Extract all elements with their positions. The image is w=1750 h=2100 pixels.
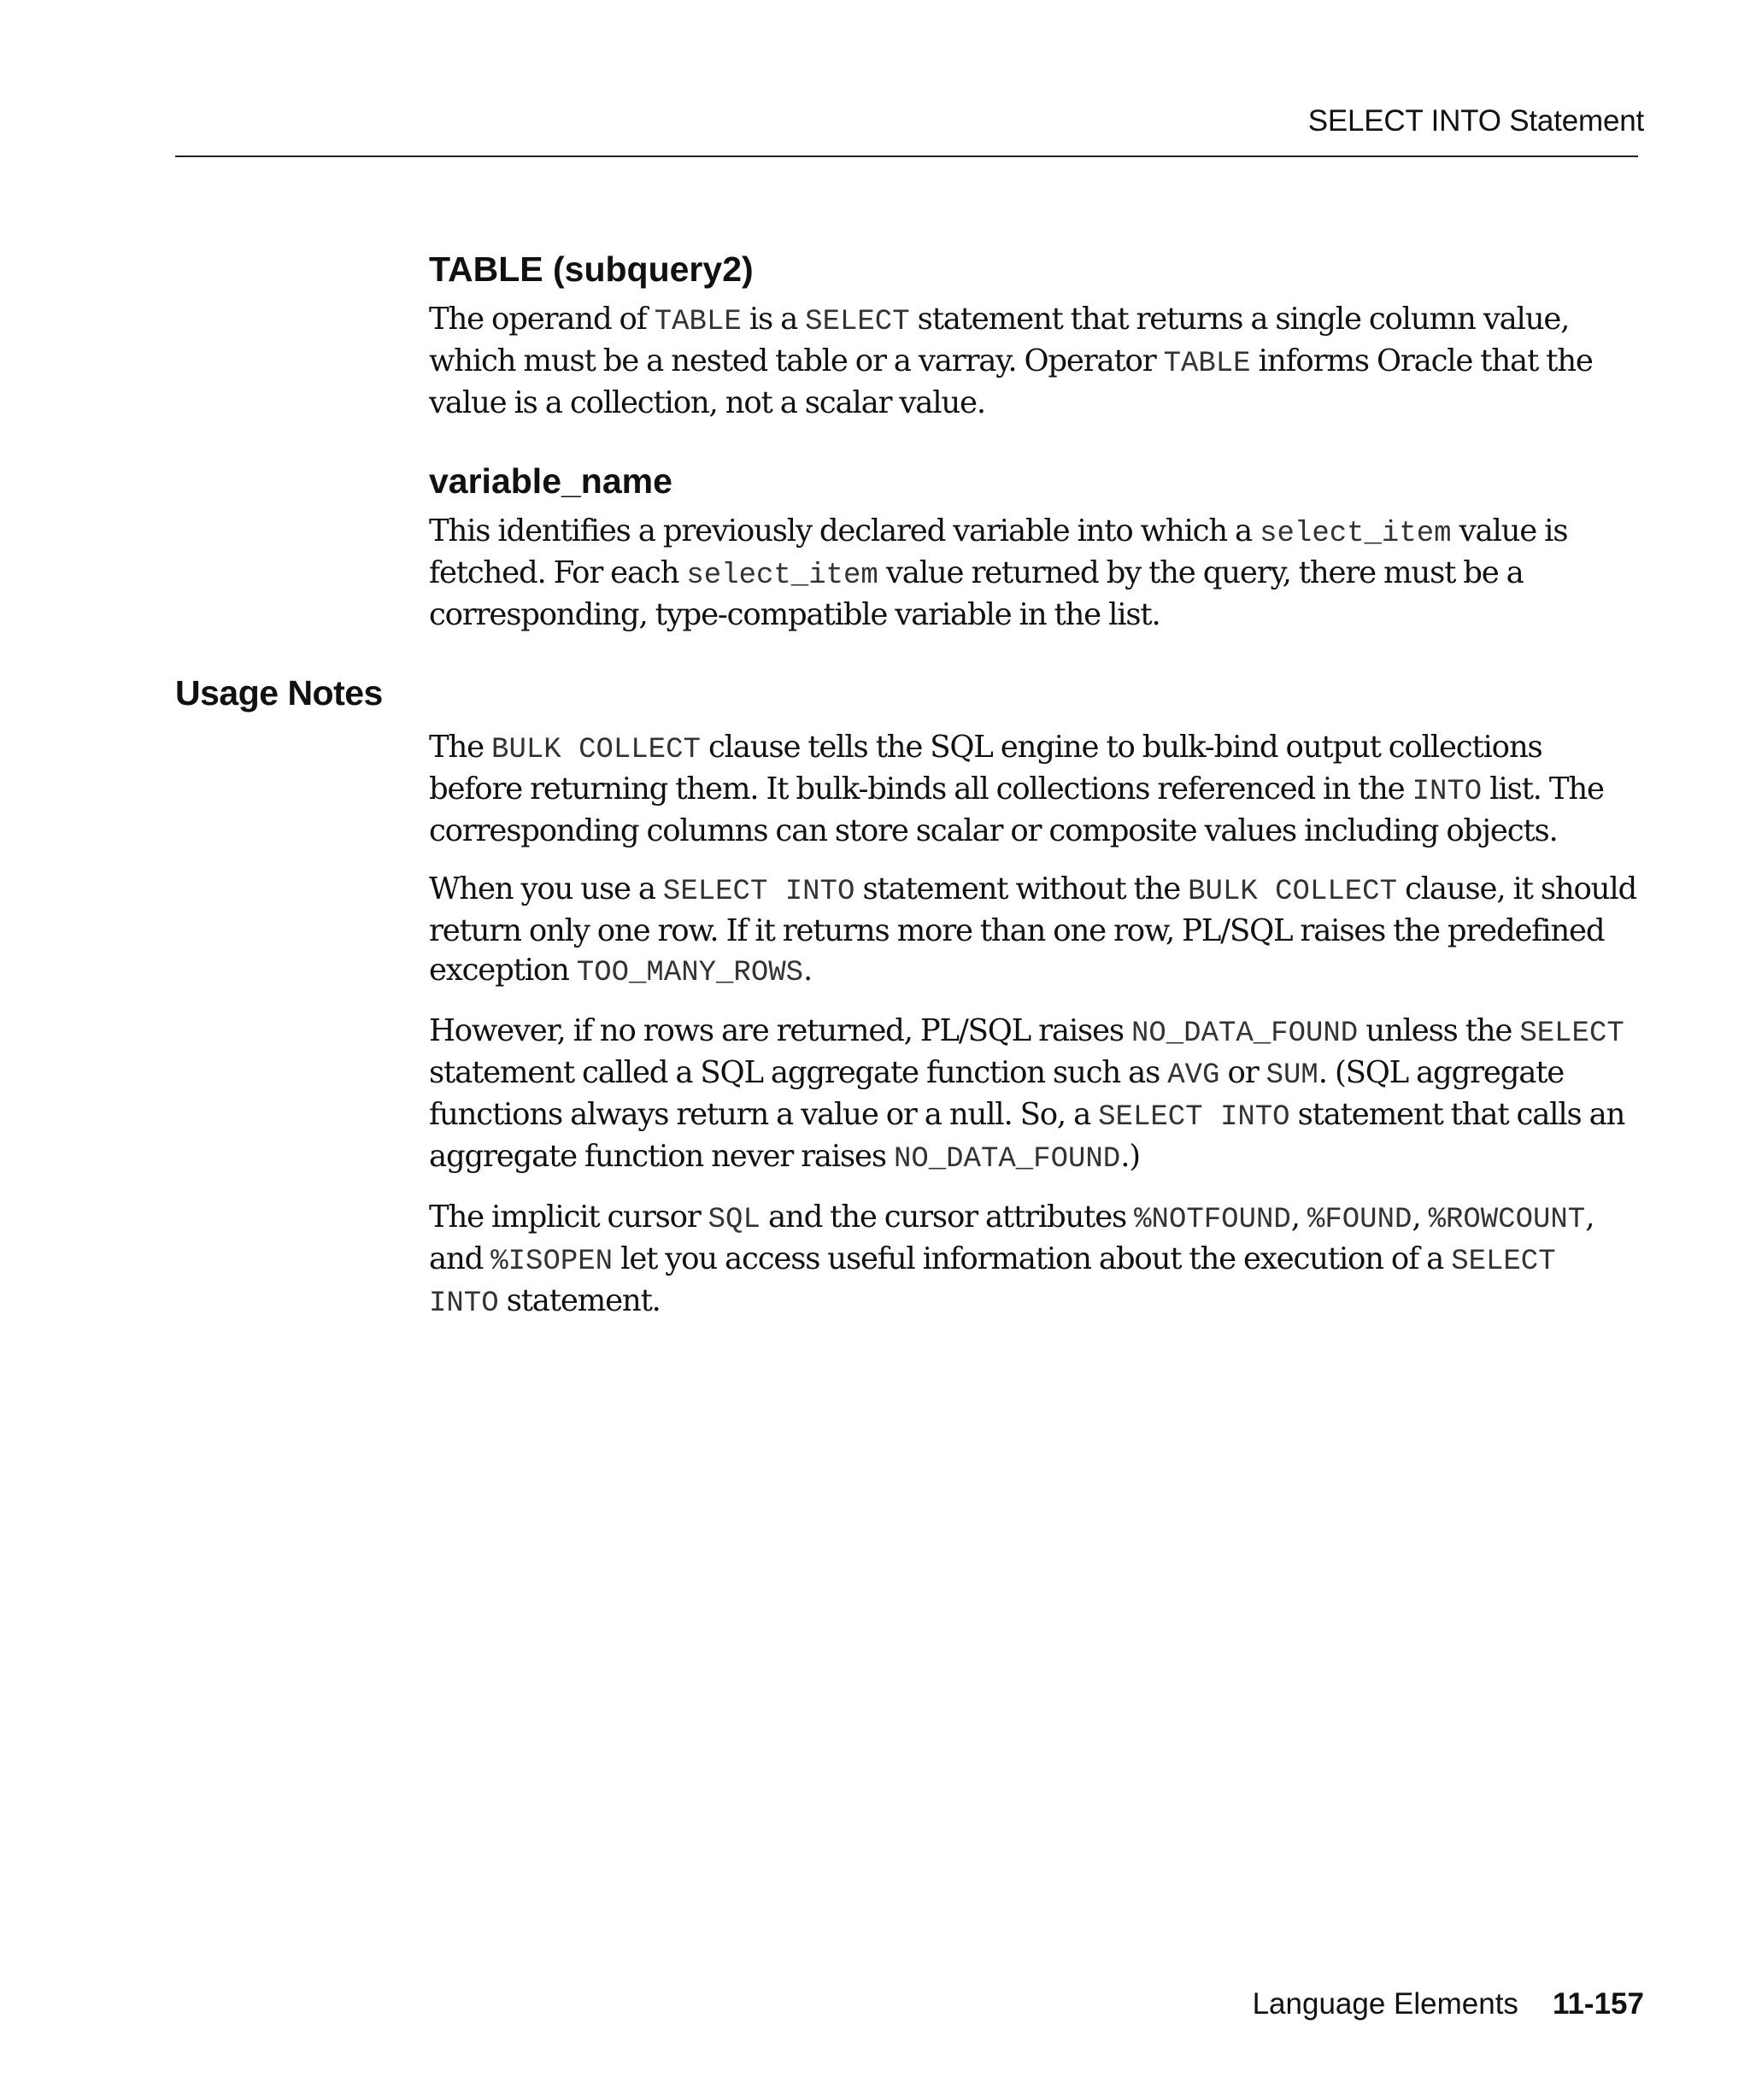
heading-table-subquery: TABLE (subquery2) (429, 249, 754, 289)
paragraph-cursor-attributes (429, 1198, 1642, 1323)
code-keyword: select_item (686, 560, 878, 593)
section-usage-notes (429, 728, 1642, 1342)
page-footer (1253, 1989, 1644, 2019)
code-keyword: TABLE (654, 306, 742, 339)
text-run: When you use a (429, 871, 663, 906)
text-run: value is fetched. For each (429, 513, 1568, 591)
text-run: informs Oracle that the value is a collection, not a scalar value. (429, 343, 1593, 421)
text-run: unless the (1358, 1013, 1520, 1048)
code-keyword: TOO_MANY_ROWS (576, 957, 804, 989)
paragraph-no-data-found (429, 1012, 1642, 1179)
code-keyword: SQL (708, 1204, 760, 1236)
text-run: or (1219, 1055, 1266, 1090)
paragraph-single-row (429, 870, 1642, 993)
code-keyword: %FOUND (1307, 1204, 1412, 1236)
heading-variable-name: variable_name (429, 461, 672, 501)
footer-page-number: 11-157 (1552, 1987, 1644, 2021)
code-keyword: SELECT (1519, 1018, 1624, 1050)
paragraph-variable-name (429, 512, 1642, 635)
code-keyword: AVG (1167, 1059, 1220, 1092)
code-keyword: SUM (1266, 1059, 1318, 1092)
text-run: , (1290, 1200, 1307, 1235)
code-keyword: SELECT INTO (662, 876, 855, 908)
code-keyword: NO_DATA_FOUND (1130, 1018, 1359, 1050)
text-run: statement. (498, 1283, 661, 1318)
text-run: . (SQL aggregate functions always return a value or a null. So, a (429, 1055, 1565, 1132)
code-keyword: TABLE (1163, 348, 1251, 381)
text-run: The operand of (429, 302, 655, 337)
code-keyword: %NOTFOUND (1134, 1204, 1291, 1236)
text-run: The implicit cursor (429, 1200, 708, 1235)
code-keyword: BULK COLLECT (1188, 876, 1397, 908)
code-keyword: BULK COLLECT (491, 734, 701, 766)
heading-usage-notes: Usage Notes (175, 673, 383, 713)
text-run: is a (741, 302, 806, 337)
section-table-subquery (429, 249, 1642, 442)
text-run: and the cursor attributes (760, 1200, 1135, 1235)
text-run: , and (429, 1200, 1594, 1276)
text-run: . (803, 953, 813, 988)
code-keyword: NO_DATA_FOUND (893, 1143, 1121, 1176)
code-keyword: SELECT (805, 306, 910, 339)
code-keyword: select_item (1260, 518, 1452, 551)
code-keyword: INTO (1412, 776, 1483, 808)
text-run: value returned by the query, there must be a corresponding, type-compatible variable in the list. (429, 555, 1524, 633)
paragraph-bulk-collect (429, 728, 1642, 851)
text-run: The (429, 730, 492, 765)
text-run: statement that returns a single column value, which must be a nested table or a varray. Operator (429, 302, 1570, 379)
text-run: let you access useful information about the execution of a (613, 1241, 1452, 1276)
text-run: clause, it should return only one row. If it returns more than one row, PL/SQL raises the predefined exception (429, 871, 1637, 988)
paragraph-table-subquery (429, 300, 1642, 423)
text-run: clause tells the SQL engine to bulk-bind output collections before returning them. It bulk-binds all collections referenced in the (429, 730, 1542, 807)
section-variable-name (429, 461, 1642, 654)
header-rule (175, 155, 1638, 157)
text-run: This identifies a previously declared variable into which a (429, 513, 1260, 549)
text-run: , (1412, 1200, 1429, 1235)
code-keyword: SELECT INTO (1098, 1101, 1290, 1134)
text-run: However, if no rows are returned, PL/SQL raises (429, 1013, 1131, 1048)
code-keyword: SELECT INTO (429, 1246, 1556, 1320)
text-run: .) (1120, 1139, 1140, 1174)
code-keyword: %ROWCOUNT (1428, 1204, 1586, 1236)
footer-chapter: Language Elements (1252, 1987, 1518, 2021)
code-keyword: %ISOPEN (490, 1246, 614, 1278)
text-run: statement that calls an aggregate function never raises (429, 1097, 1625, 1174)
text-run: statement called a SQL aggregate function such as (429, 1055, 1168, 1090)
text-run: statement without the (854, 871, 1189, 906)
text-run: list. The corresponding columns can store scalar or composite values including objects. (429, 771, 1604, 848)
running-header-title: SELECT INTO Statement (1307, 104, 1644, 138)
